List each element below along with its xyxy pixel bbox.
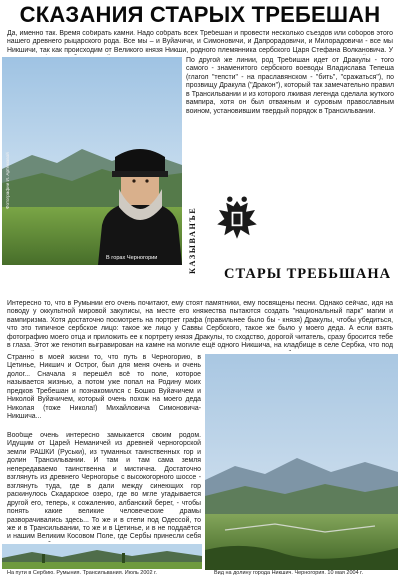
double-headed-eagle-coat-of-arms-icon [210, 192, 264, 246]
series-logo [188, 188, 396, 298]
photo-credit: Фотографии И. Артемовой [5, 152, 10, 209]
niksic-valley-photo-icon [205, 354, 398, 570]
logo-vertical-text: КАЗЫВАНЪЕ [188, 206, 197, 274]
paragraph-intro: Да, именно так. Время собирать камни. Надо собрать всех Требешан и провести несколько съездов или соборов этого нашего древнего рыцарского рода. Все мы – и Вуйачичи, и Симоновичи, и Дапрорадовичи, и Милорадовичи - все мы Никшичи, так как происходим от Великого князя Никши, родного племянника сербского Царя Стефана Волкановича. У [7, 30, 393, 54]
photo-caption: В горах Черногории [106, 255, 158, 261]
mountain-monk-photo [2, 57, 182, 265]
transylvania-photo [2, 544, 202, 569]
article-headline: СКАЗАНИЯ СТАРЫХ ТРЕБЕШАН [19, 2, 381, 27]
paragraph-lineage: По другой же линии, род Требишан идет от Дракулы - того самого - знаменитого сербского воеводы Владислава Тепеша (глагол "тепсти" - на праславянском - "бить", "сражаться"), по прозвищу Дракула ("Дракон"), который так замечательно правил в Трансильвании и из которого лживая легенда сделала жуткого вампира, хотя он был отважным и суровым православным воином, установившим твердый порядок в Трансильвании. [186, 57, 394, 115]
caption-left: На пути в Сербию. Румыния. Трансильвания. Июль 2002 г. [7, 570, 157, 576]
transylvania-landscape-photo-icon [2, 544, 202, 569]
paragraph-land: Вообще очень интересно замыкается своим родом. Идущим от Царей Неманичей из древней черногорской земли РАШКИ (Руськи), из туманных таинственных гор и долин Трансильвании. И там и там сама земля непередаваемо таинственна и мистична. Достаточно взглянуть из древнего Черногорье с высокогорного шоссе - взглянуть туда, где в дали между синеющих гор раскинулось Скадарское озеро, где во мгле угадывается другой его, теперь, к сожалению, албанский берег, - чтобы понять какие великие человеческие драмы разворачивались здесь... То же и в степи под Одессой, то же и в Трансильвании, то же и в Цетинье, и в не поддаётся и нашим Великим Косовом Поле, где Сербы принесли себя [7, 432, 201, 541]
niksic-valley-photo [205, 354, 398, 570]
caption-right: Вид на долину города Никшич. Черногория. 10 мая 2004 г. [214, 570, 364, 576]
logo-title: СТАРЫ ТРЕБЬШАНА [224, 266, 392, 282]
paragraph-dracula: Интересно то, что в Румынии его очень почитают, ему стоят памятники, ему посвящены песни. Однако сейчас, идя на поводу у оккультной мировой закулисы, на месте его княжества пытаются создать "национальный парк" магии и вампиризма. Хотя достаточно посмотреть на портрет графа (правильнее было бы - князя) Дракулы, чтобы убедиться, что это типичное сербское лицо: такое же лицо у Саввы Сербского, такое же было у моего деда. А если взять фотографию моего отца и приложить ее к портрету князя Дракулы, то сходство, дорогой читатель, сразу бросится тебе в глаза. Этот же генотип выгравирован на камне на могиле ещё одного Никшича, на кладбище в селе Сербка, что под [7, 300, 393, 350]
mountain-landscape-photo-icon [2, 57, 182, 265]
paragraph-montenegro: Странно в моей жизни то, что путь в Черногорию, в Цетинье, Никшич и Острог, был для меня очень и очень долог... Сначала я перешёл всё то поле, которое называется жизнью, а потом уже попал на Родину моих предков Требешан и познакомился с Бошко Вуйачичем и Николой Вуйачичем, который очень похож на моего деда Николая (тоже Никола!) Михайловича Симоновича-Никшича... [7, 354, 201, 421]
